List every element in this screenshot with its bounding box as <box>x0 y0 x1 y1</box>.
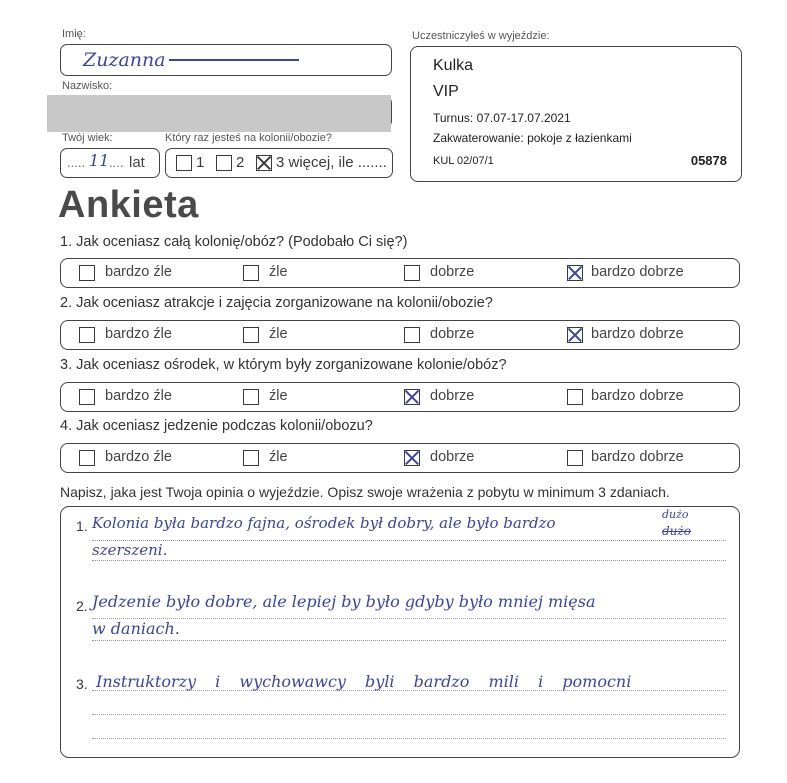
option-label: źle <box>269 326 288 342</box>
option-checkbox[interactable] <box>79 327 95 343</box>
question-number: 4. <box>60 418 73 434</box>
option-checkbox[interactable] <box>567 389 583 405</box>
option-checkbox-checked[interactable] <box>567 327 583 343</box>
question-3 <box>60 357 507 373</box>
age-unit: lat <box>129 154 145 171</box>
option-checkbox[interactable] <box>79 389 95 405</box>
times-label: Który raz jesteś na kolonii/obozie? <box>165 132 332 144</box>
accommodation-label: Zakwaterowanie: <box>433 131 524 145</box>
answer-1-crossed: dużo <box>662 524 691 538</box>
first-name-label: Imię: <box>62 28 86 40</box>
survey-title: Ankieta <box>58 184 199 226</box>
question-1 <box>60 234 407 250</box>
document-number: 05878 <box>690 153 727 168</box>
first-name-value: Zuzanna <box>83 49 166 71</box>
last-name-label: Nazwisko: <box>62 80 113 92</box>
answer-row-3 <box>60 382 740 412</box>
question-text: Jak oceniasz ośrodek, w którym były zorganizowane kolonie/obóz? <box>76 357 507 373</box>
option-checkbox[interactable] <box>243 450 259 466</box>
answer-2-line-2: w daniach. <box>92 619 180 638</box>
times-checkbox-1[interactable] <box>176 155 192 171</box>
option-checkbox-checked[interactable] <box>567 265 583 281</box>
question-text: Jak oceniasz jedzenie podczas kolonii/obozu? <box>76 418 373 434</box>
answer-number: 2. <box>76 598 88 614</box>
question-number: 1. <box>60 234 73 250</box>
option-checkbox[interactable] <box>79 265 95 281</box>
option-label: dobrze <box>430 449 475 465</box>
question-text: Jak oceniasz atrakcje i zajęcia zorganizowane na kolonii/obozie? <box>76 295 493 311</box>
question-2 <box>60 295 493 311</box>
answer-row-2 <box>60 320 740 350</box>
option-label: źle <box>269 264 288 280</box>
option-label: bardzo dobrze <box>591 326 684 342</box>
answer-1-line-2: szerszeni. <box>92 541 168 559</box>
answer-3-line-1: Instruktorzy i wychowawcy byli bardzo mili i pomocni <box>96 672 632 691</box>
term: Turnus: 07.07-17.07.2021 <box>433 111 571 125</box>
option-label: dobrze <box>430 388 475 404</box>
option-checkbox-checked[interactable] <box>404 389 420 405</box>
answer-number: 3. <box>76 676 88 692</box>
age-field[interactable]: ..... 11 .... lat <box>60 148 160 178</box>
times-option-2: 2 <box>236 154 245 171</box>
answer-1-correction: dużo <box>662 508 689 521</box>
opinion-prompt: Napisz, jaka jest Twoja opinia o wyjeździe. Opisz swoje wrażenia z pobytu w minimum 3 zdaniach. <box>60 484 670 500</box>
question-4 <box>60 418 373 434</box>
participant-card <box>410 46 742 182</box>
accommodation-value: pokoje z łazienkami <box>527 131 632 145</box>
age-value: 11 <box>89 151 110 170</box>
camp-name: Kulka <box>433 57 474 74</box>
option-label: bardzo dobrze <box>591 449 684 465</box>
times-option-3: 3 więcej, ile ....... <box>276 154 387 171</box>
times-option-1: 1 <box>196 154 205 171</box>
age-label: Twój wiek: <box>62 132 113 144</box>
option-checkbox-checked[interactable] <box>404 450 420 466</box>
option-checkbox[interactable] <box>567 450 583 466</box>
option-label: źle <box>269 449 288 465</box>
option-checkbox[interactable] <box>243 265 259 281</box>
option-checkbox[interactable] <box>243 327 259 343</box>
strikethrough-mark <box>169 59 299 61</box>
option-label: bardzo źle <box>105 388 172 404</box>
answer-number: 1. <box>76 518 88 534</box>
option-label: bardzo dobrze <box>591 264 684 280</box>
redacted-block <box>47 95 391 132</box>
option-label: bardzo źle <box>105 449 172 465</box>
question-number: 2. <box>60 295 73 311</box>
question-number: 3. <box>60 357 73 373</box>
option-label: bardzo źle <box>105 326 172 342</box>
times-checkbox-2[interactable] <box>216 155 232 171</box>
option-label: źle <box>269 388 288 404</box>
option-checkbox[interactable] <box>79 450 95 466</box>
times-field[interactable] <box>165 148 393 178</box>
answer-2-line-1: Jedzenie było dobre, ale lepiej by było gdyby było mniej mięsa <box>92 592 596 611</box>
camp-code: KUL 02/07/1 <box>433 155 494 167</box>
option-checkbox[interactable] <box>404 327 420 343</box>
first-name-field[interactable] <box>60 44 392 76</box>
question-text: Jak oceniasz całą kolonię/obóz? (Podobało Ci się?) <box>76 234 408 250</box>
option-label: dobrze <box>430 264 475 280</box>
option-label: dobrze <box>430 326 475 342</box>
option-checkbox[interactable] <box>243 389 259 405</box>
answer-1-line-1: Kolonia była bardzo fajna, ośrodek był dobry, ale było bardzo <box>92 514 556 532</box>
option-label: bardzo dobrze <box>591 388 684 404</box>
answer-row-4 <box>60 443 740 473</box>
option-label: bardzo źle <box>105 264 172 280</box>
camp-category: VIP <box>433 83 459 100</box>
option-checkbox[interactable] <box>404 265 420 281</box>
times-checkbox-3[interactable] <box>256 155 272 171</box>
participant-label: Uczestniczyłeś w wyjeździe: <box>412 30 550 42</box>
answer-row-1 <box>60 258 740 288</box>
